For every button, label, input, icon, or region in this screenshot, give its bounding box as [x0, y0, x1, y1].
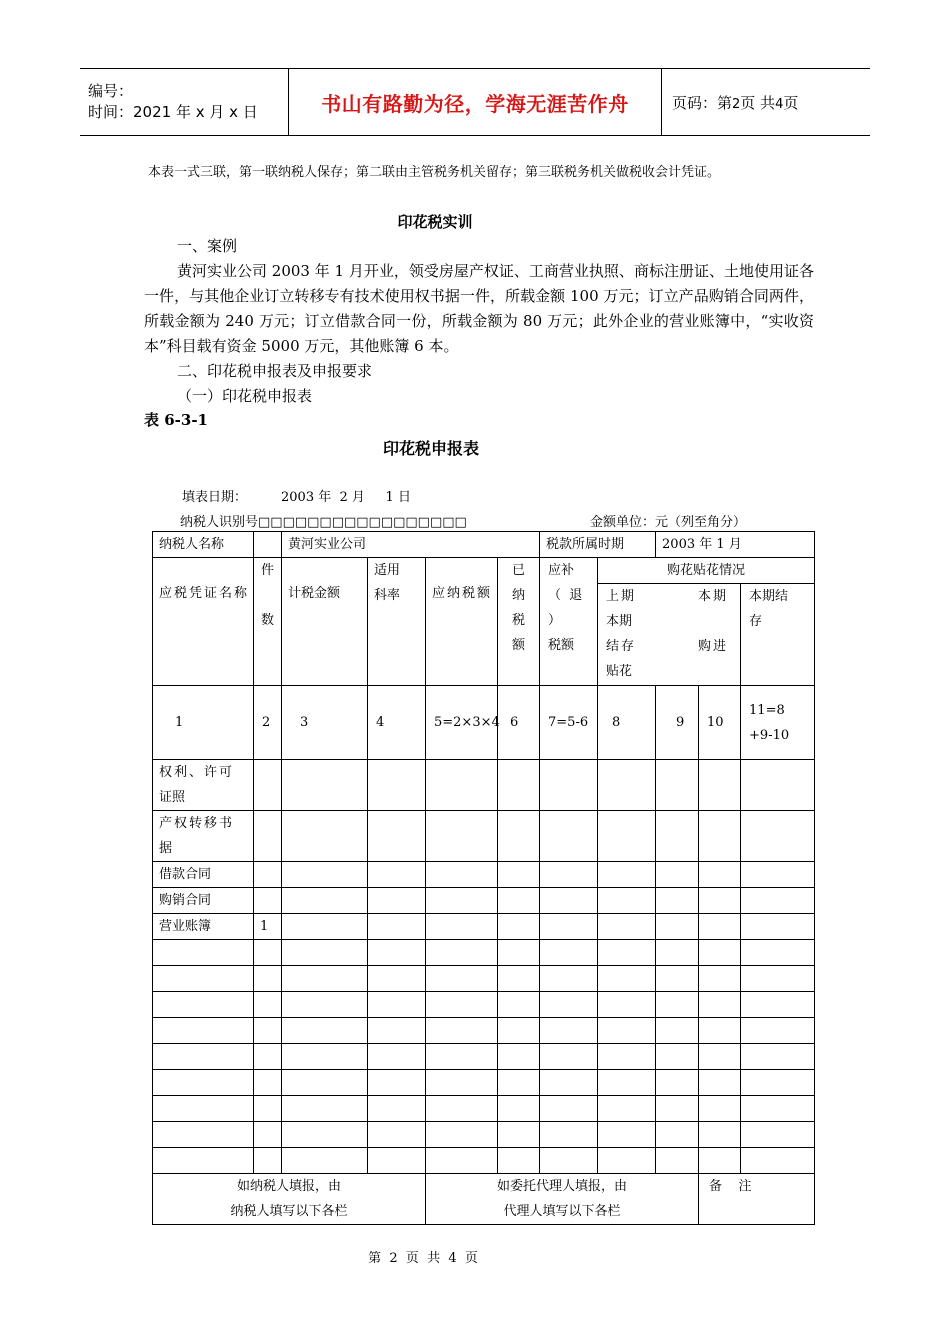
form-title: 印花税申报表: [382, 439, 479, 458]
col-ending-header: 本期结 存: [741, 584, 815, 686]
voucher-name: 购销合同: [153, 888, 254, 914]
empty-cell: [282, 811, 368, 862]
voucher-name: 权利、许可 证照: [153, 760, 254, 811]
empty-cell: [598, 888, 656, 914]
blank-row: [153, 1018, 815, 1044]
empty-cell: [426, 888, 498, 914]
period-label: 税款所属时期: [540, 532, 656, 558]
col-number: 9: [656, 686, 699, 760]
copy-note: 本表一式三联，第一联纳税人保存；第二联由主管税务机关留存；第三联税务机关做税收会计凭证。: [148, 165, 721, 180]
blank-row: [153, 1148, 815, 1174]
time-label: 时间：2021 年 x 月 x 日: [88, 103, 258, 121]
col-rate-header: 适用 科率: [368, 558, 426, 686]
empty-cell: [498, 888, 540, 914]
page-header: [80, 68, 870, 136]
empty-cell: [282, 862, 368, 888]
footer-row: [153, 1174, 815, 1225]
col-stamp-header: 购花贴花情况: [598, 558, 815, 584]
empty-cell: [426, 862, 498, 888]
count-cell: 1: [254, 914, 282, 940]
empty-cell: [699, 760, 741, 811]
document-title: 印花税实训: [397, 213, 473, 231]
empty-cell: [598, 862, 656, 888]
empty-cell: [699, 811, 741, 862]
amount-unit: 金额单位：元（列至角分）: [590, 515, 747, 530]
footer-taxpayer-note: 如纳税人填报，由 纳税人填写以下各栏: [153, 1174, 426, 1225]
col-number: 5=2×3×4: [426, 686, 498, 760]
empty-cell: [699, 914, 741, 940]
empty-cell: [741, 760, 815, 811]
blank-row: [153, 1044, 815, 1070]
case-heading: 一、案例: [177, 237, 238, 255]
empty-cell: [656, 888, 699, 914]
table-row: [153, 888, 815, 914]
empty-cell: [598, 811, 656, 862]
col-number: 3: [282, 686, 368, 760]
count-cell: [254, 888, 282, 914]
table-row: [153, 760, 815, 811]
col-number: 1: [153, 686, 254, 760]
blank-row: [153, 992, 815, 1018]
motto: 书山有路勤为径，学海无涯苦作舟: [321, 91, 629, 116]
empty-cell: [540, 862, 598, 888]
empty-cell: [426, 914, 498, 940]
period-value: 2003 年 1 月: [656, 532, 815, 558]
voucher-name: 产权转移书 据: [153, 811, 254, 862]
empty-cell: [540, 888, 598, 914]
empty-cell: [426, 811, 498, 862]
table-row: [153, 862, 815, 888]
empty-cell: [368, 914, 426, 940]
header-motto-cell: [289, 69, 662, 136]
taxpayer-name-label: 纳税人名称: [153, 532, 254, 558]
empty-cell: [699, 862, 741, 888]
stamp-tax-declaration-table: [152, 531, 815, 1225]
empty-cell: [656, 811, 699, 862]
section-2-heading: 二、印花税申报表及申报要求: [177, 362, 373, 380]
spacer-cell: [254, 532, 282, 558]
col-voucher-header: 应税凭证名称: [153, 558, 254, 686]
col-number: 6: [498, 686, 540, 760]
empty-cell: [282, 914, 368, 940]
blank-row: [153, 1070, 815, 1096]
section-2-1-heading: （一）印花税申报表: [177, 387, 313, 405]
empty-cell: [498, 760, 540, 811]
empty-cell: [540, 914, 598, 940]
empty-cell: [282, 888, 368, 914]
empty-cell: [598, 760, 656, 811]
footer-agent-note: 如委托代理人填报，由 代理人填写以下各栏: [426, 1174, 699, 1225]
taxpayer-name: 黄河实业公司: [282, 532, 540, 558]
table-label: 表 6-3-1: [144, 411, 208, 429]
fill-date-label: 填表日期：: [182, 490, 248, 505]
col-stamp-subheader: 上期 本期 本期 结存 购进 贴花: [598, 584, 741, 686]
header-page-number: 页码：第2页 共4页: [662, 69, 871, 136]
count-cell: [254, 760, 282, 811]
col-count-header: 件 数: [254, 558, 282, 686]
col-number: 4: [368, 686, 426, 760]
col-number: 8: [598, 686, 656, 760]
empty-cell: [498, 811, 540, 862]
taxpayer-info-row: [153, 532, 815, 558]
header-row-1: [153, 558, 815, 584]
table-row: [153, 811, 815, 862]
empty-cell: [540, 811, 598, 862]
blank-row: [153, 1096, 815, 1122]
blank-row: [153, 1122, 815, 1148]
header-meta: [80, 69, 289, 136]
column-number-row: [153, 686, 815, 760]
voucher-name: 营业账簿: [153, 914, 254, 940]
empty-cell: [368, 888, 426, 914]
col-paid-header: 已 纳 税 额: [498, 558, 540, 686]
empty-cell: [598, 914, 656, 940]
empty-cell: [368, 862, 426, 888]
col-number: 2: [254, 686, 282, 760]
empty-cell: [540, 760, 598, 811]
empty-cell: [699, 888, 741, 914]
taxpayer-id-label: 纳税人识别号□□□□□□□□□□□□□□□□□: [180, 515, 467, 530]
page-footer: 第 2 页 共 4 页: [368, 1251, 478, 1266]
col-number: 11=8 +9-10: [741, 686, 815, 760]
empty-cell: [282, 760, 368, 811]
fill-date: 2003 年 2 月 1 日: [281, 490, 411, 505]
code-label: 编号：: [88, 82, 134, 100]
case-body: 黄河实业公司 2003 年 1 月开业，领受房屋产权证、工商营业执照、商标注册证、土地使用证各一件，与其他企业订立转移专有技术使用权书据一件，所载金额 100 万元；订立产品购销合同两件，所载金额为 240 万元；订立借款合同一份，所载金额为 80 万元；此外企业的营业账簿中，“实收资本”科目载有资金 5000 万元，其他账簿 6 本。: [144, 262, 814, 355]
empty-cell: [426, 760, 498, 811]
footer-remarks: 备 注: [699, 1174, 815, 1225]
empty-cell: [656, 760, 699, 811]
empty-cell: [741, 862, 815, 888]
empty-cell: [741, 811, 815, 862]
count-cell: [254, 811, 282, 862]
empty-cell: [741, 888, 815, 914]
col-number: 10: [699, 686, 741, 760]
empty-cell: [656, 862, 699, 888]
count-cell: [254, 862, 282, 888]
empty-cell: [741, 914, 815, 940]
empty-cell: [498, 862, 540, 888]
col-number: 7=5-6: [540, 686, 598, 760]
blank-row: [153, 940, 815, 966]
empty-cell: [368, 760, 426, 811]
table-row: [153, 914, 815, 940]
voucher-name: 借款合同: [153, 862, 254, 888]
col-payable-header: 应纳税额: [426, 558, 498, 686]
col-amount-header: 计税金额: [282, 558, 368, 686]
col-refund-header: 应补 （ 退 ） 税额: [540, 558, 598, 686]
blank-row: [153, 966, 815, 992]
empty-cell: [656, 914, 699, 940]
empty-cell: [498, 914, 540, 940]
empty-cell: [368, 811, 426, 862]
